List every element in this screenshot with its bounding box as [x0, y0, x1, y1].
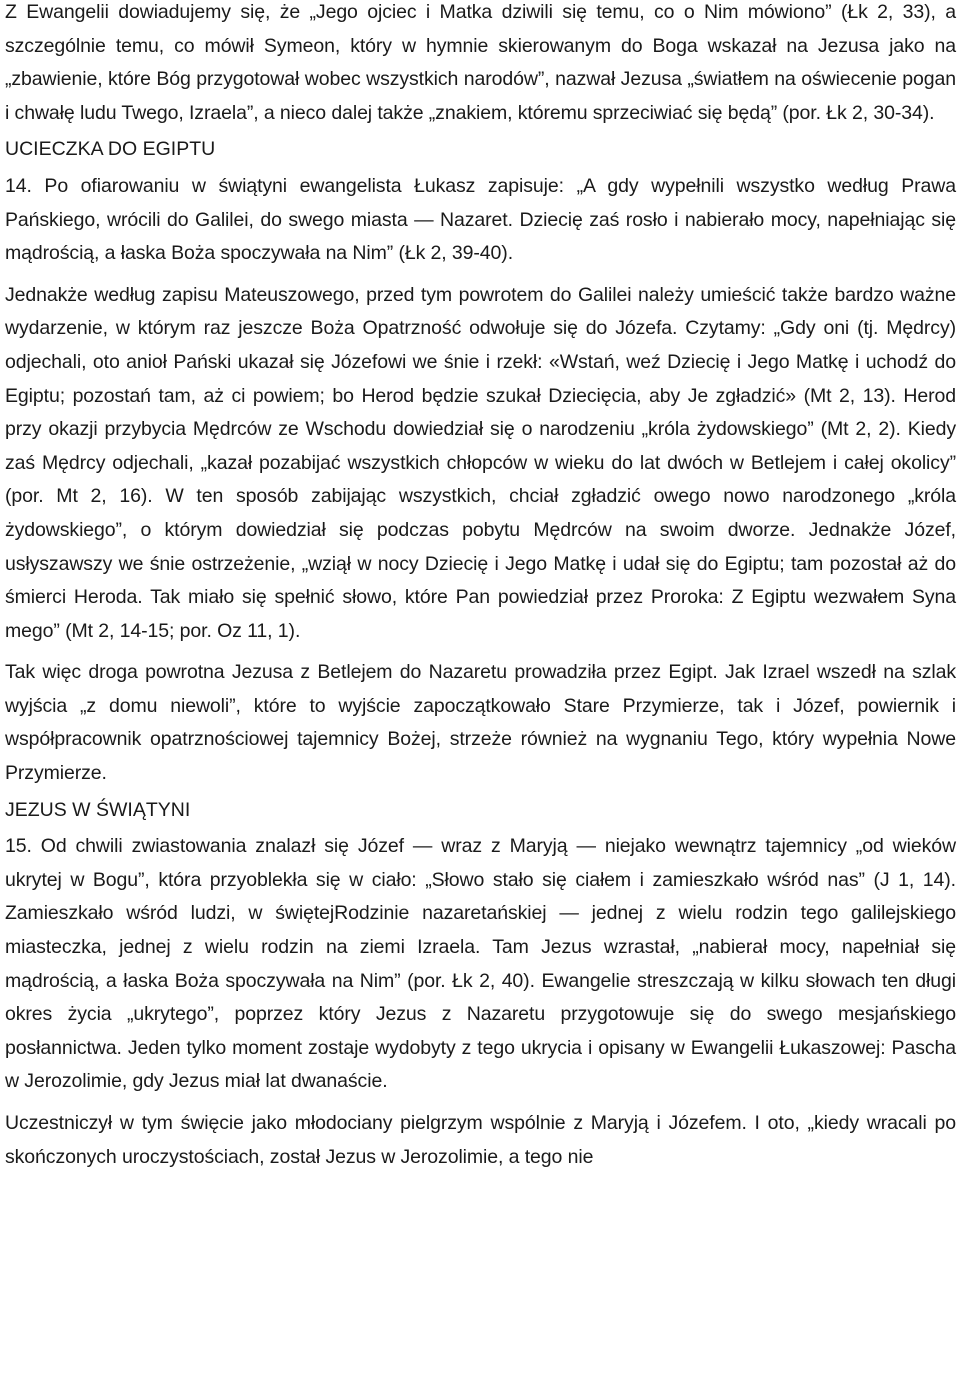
paragraph-15: 15. Od chwili zwiastowania znalazł się Józef — wraz z Maryją — niejako wewnątrz tajemnicy „od wieków ukrytej w Bogu”, która przyoblekła się w ciało: „Słowo stało się ciałem i zamieszkało wśród nas” (J 1, 14). Zamieszkało wśród ludzi, w świętejRodzinie nazaretańskiej — jednej z wielu rodzin tego galilejskiego miasteczka, jednej z wielu rodzin na ziemi Izraela. Tam Jezus wzrastał, „nabierał mocy, napełniał się mądrością, a łaska Boża spoczywała na Nim” (por. Łk 2, 40). Ewangelie streszczają w kilku słowach ten długi okres życia „ukrytego”, poprzez który Jezus z Nazaretu przygotowuje się do swego mesjańskiego posłannictwa. Jeden tylko moment zostaje wydobyty z tego ukrycia i opisany w Ewangelii Łukaszowej: Pascha w Jerozolimie, gdy Jezus miał lat dwanaście.	[5, 835, 956, 1093]
paragraph-uczestniczyl: Uczestniczył w tym święcie jako młodociany pielgrzym wspólnie z Maryją i Józefem. I oto, „kiedy wracali po skończonych uroczystościach, został Jezus w Jerozolimie, a tego nie	[5, 1112, 956, 1168]
paragraph-droga-powrotna: Tak więc droga powrotna Jezusa z Betlejem do Nazaretu prowadziła przez Egipt. Jak Izrael wszedł na szlak wyjścia „z domu niewoli”, które to wyjście zapoczątkowało Stare Przymierze, tak i Józef, powiernik i współpracownik opatrznościowej tajemnicy Bożej, strzeże również na wygnaniu Tego, który wypełnia Nowe Przymierze.	[5, 661, 956, 785]
paragraph-intro: Z Ewangelii dowiadujemy się, że „Jego ojciec i Matka dziwili się temu, co o Nim mówiono” (Łk 2, 33), a szczególnie temu, co mówił Symeon, który w hymnie skierowanym do Boga wskazał na Jezusa jako na „zbawienie, które Bóg przygotował wobec wszystkich narodów”, nazwał Jezusa „światłem na oświecenie pogan i chwałę ludu Twego, Izraela”, a nieco dalej także „znakiem, któremu sprzeciwiać się będą” (por. Łk 2, 30-34).	[5, 1, 956, 124]
paragraph-14: 14. Po ofiarowaniu w świątyni ewangelista Łukasz zapisuje: „A gdy wypełnili wszystko według Prawa Pańskiego, wrócili do Galilei, do swego miasta — Nazaret. Dziecię zaś rosło i nabierało mocy, napełniając się mądrością, a łaska Boża spoczywała na Nim” (Łk 2, 39-40).	[5, 174, 956, 265]
section-heading-ucieczka: UCIECZKA DO EGIPTU	[5, 138, 216, 161]
paragraph-mateusz: Jednakże według zapisu Mateuszowego, przed tym powrotem do Galilei należy umieścić także bardzo ważne wydarzenie, w którym raz jeszcze Boża Opatrzność odwołuje się do Józefa. Czytamy: „Gdy oni (tj. Mędrcy) odjechali, oto anioł Pański ukazał się Józefowi we śnie i rzekł: «Wstań, weź Dziecię i Jego Matkę i uchodź do Egiptu; pozostań tam, aż ci powiem; bo Herod będzie szukał Dziecięcia, aby Je zgładzić» (Mt 2, 13). Herod przy okazji przybycia Mędrców ze Wschodu dowiedział się o narodzeniu „króla żydowskiego” (Mt 2, 2). Kiedy zaś Mędrcy odjechali, „kazał pozabijać wszystkich chłopców w wieku do lat dwóch w Betlejem i całej okolicy” (por. Mt 2, 16). W ten sposób zabijając wszystkich, chciał zgładzić owego nowo narodzonego „króla żydowskiego”, o którym dowiedział się podczas pobytu Mędrców na swoim dworze. Jednakże Józef, usłyszawszy we śnie ostrzeżenie, „wziął w nocy Dziecię i Jego Matkę i udał się do Egiptu; tam pozostał aż do śmierci Heroda. Tak miało się spełnić słowo, które Pan powiedział przez Proroka: Z Egiptu wezwałem Syna mego” (Mt 2, 14-15; por. Oz 11, 1).	[5, 283, 956, 642]
section-heading-swiatynia: JEZUS W ŚWIĄTYNI	[5, 798, 191, 821]
